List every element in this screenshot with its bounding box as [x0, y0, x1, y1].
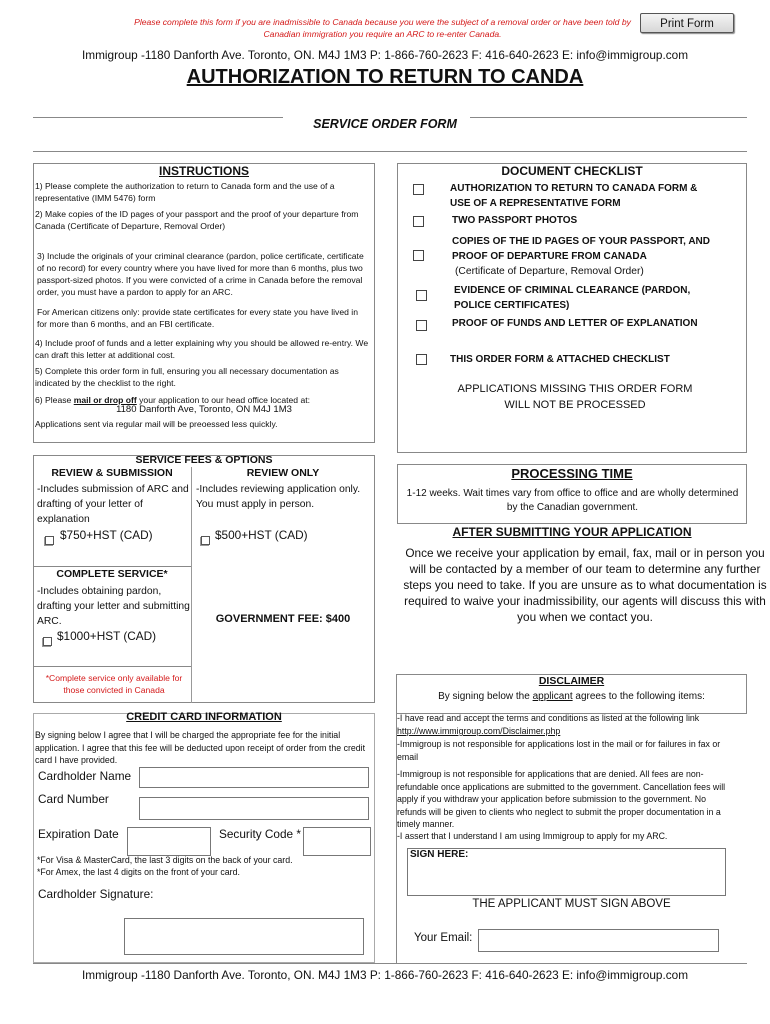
complete-service-price: $1000+HST (CAD) — [57, 629, 157, 643]
complete-service-footnote: *Complete service only available for those convicted in Canada — [45, 673, 183, 695]
review-only-desc: -Includes reviewing application only. You must apply in person. — [196, 484, 361, 510]
disclaimer-item-1: -I have read and accept the terms and conditions as listed at the following link — [397, 713, 700, 723]
disclaimer-intro — [396, 691, 747, 702]
fees-title: SERVICE FEES & OPTIONS — [135, 454, 273, 466]
card-number-label: Card Number — [38, 792, 109, 806]
page-subtitle: SERVICE ORDER FORM — [313, 117, 457, 131]
instruction-2: 2) Make copies of the ID pages of your passport and the proof of your departure from Canada (Certificate of Departure, Removal Order) — [35, 209, 359, 231]
checklist-title: DOCUMENT CHECKLIST — [501, 164, 643, 178]
checklist-item-3-note: (Certificate of Departure, Removal Order) — [455, 266, 644, 277]
disclaimer-link[interactable]: http://www.immigroup.com/Disclaimer.php — [397, 726, 561, 736]
checklist-item-1: AUTHORIZATION TO RETURN TO CANADA FORM & USE OF A REPRESENTATIVE FORM — [450, 183, 698, 209]
instruction-3: 3) Include the originals of your criminal clearance (pardon, police certificate, certificate of no record) for every country where you have lived for more than 6 months, plus two passport-sized photos. If you were convicted of a crime in Canada before the removal order, you must have a pardon to apply for an ARC. — [37, 251, 364, 297]
instruction-6-suffix: your application to our head office located at: — [136, 395, 310, 405]
checklist-checkbox-4[interactable] — [416, 290, 427, 301]
security-code-input[interactable] — [303, 827, 371, 856]
instruction-5: 5) Complete this order form in full, ensuring you all necessary documentation as indicated by the checklist to the right. — [35, 366, 339, 388]
divider — [470, 117, 747, 118]
print-form-button[interactable]: Print Form — [640, 13, 734, 33]
review-submission-desc: -Includes submission of ARC and drafting of your letter of explanation — [37, 484, 189, 525]
header-contact: Immigroup -1180 Danforth Ave. Toronto, ON. M4J 1M3 P: 1-866-760-2623 F: 416-640-2623 E: info@immigroup.com — [81, 48, 689, 62]
checklist-checkbox-6[interactable] — [416, 354, 427, 365]
disclaimer-title: DISCLAIMER — [538, 675, 605, 687]
instruction-4: 4) Include proof of funds and a letter explaining why you should be allowed re-entry. We can draft this letter at additional cost. — [35, 338, 369, 360]
disclaimer-intro-applicant: applicant — [532, 691, 573, 702]
review-only-price: $500+HST (CAD) — [215, 528, 308, 542]
review-submission-price: $750+HST (CAD) — [60, 528, 153, 542]
processing-text: 1-12 weeks. Wait times vary from office to office and are wholly determined by the Canadian government. — [406, 488, 739, 513]
email-label: Your Email: — [414, 932, 473, 944]
instruction-us-citizens: For American citizens only: provide state certificates for every state you have lived in for more than 6 months, and an FBI certificate. — [37, 307, 358, 329]
after-submitting-text: Once we receive your application by email, fax, mail or in person you will be contacted by a member of our team to determine any further steps you need to take. If you are unsure as to what documentation is required to waive your inadmissibility, our agents will discuss this with you when we contact you. — [403, 546, 767, 624]
disclaimer-intro-suffix: agrees to the following items: — [572, 691, 705, 702]
checklist-item-5: PROOF OF FUNDS AND LETTER OF EXPLANATION — [452, 318, 698, 329]
checklist-checkbox-5[interactable] — [416, 320, 427, 331]
credit-card-title: CREDIT CARD INFORMATION — [126, 711, 282, 723]
cardholder-signature-field[interactable] — [124, 918, 364, 955]
card-number-input[interactable] — [139, 797, 369, 820]
complete-service-title: COMPLETE SERVICE* — [56, 568, 168, 580]
must-sign-note: THE APPLICANT MUST SIGN ABOVE — [472, 898, 671, 910]
divider — [33, 566, 191, 567]
instruction-6-prefix: 6) Please — [35, 395, 74, 405]
checklist-item-3: COPIES OF THE ID PAGES OF YOUR PASSPORT, AND PROOF OF DEPARTURE FROM CANADA — [452, 236, 710, 262]
divider — [33, 117, 283, 118]
complete-service-desc: -Includes obtaining pardon, drafting your letter and submitting ARC. — [37, 586, 190, 627]
after-submitting-title: AFTER SUBMITTING YOUR APPLICATION — [452, 525, 692, 539]
review-only-title: REVIEW ONLY — [246, 467, 320, 479]
security-code-note-amex: *For Amex, the last 4 digits on the front of your card. — [37, 867, 240, 877]
divider — [33, 963, 747, 964]
cardholder-signature-label: Cardholder Signature: — [38, 887, 154, 901]
footer-contact: Immigroup -1180 Danforth Ave. Toronto, ON. M4J 1M3 P: 1-866-760-2623 F: 416-640-2623 E: info@immigroup.com — [81, 968, 689, 982]
checklist-checkbox-3[interactable] — [413, 250, 424, 261]
cardholder-name-input[interactable] — [139, 767, 369, 788]
checklist-checkbox-2[interactable] — [413, 216, 424, 227]
office-address: 1180 Danforth Ave, Toronto, ON M4J 1M3 — [116, 404, 292, 415]
page-title: AUTHORIZATION TO RETURN TO CANDA — [186, 66, 584, 88]
checklist-checkbox-1[interactable] — [413, 184, 424, 195]
instructions-title: INSTRUCTIONS — [159, 164, 249, 178]
instruction-6-emphasis: mail or drop off — [73, 395, 137, 405]
security-code-note-visa: *For Visa & MasterCard, the last 3 digits on the back of your card. — [37, 855, 293, 865]
expiration-date-label: Expiration Date — [38, 827, 119, 841]
disclaimer-item-3: -Immigroup is not responsible for applications that are denied. All fees are non-refundable once applications are submitted to the government. Cancellation fees will apply if you withdraw your application before submission to the government. No refunds will be given to clients who neglect to submit the proper documentation in a timely manner. — [397, 769, 726, 829]
divider — [33, 151, 747, 152]
disclaimer-intro-prefix: By signing below the — [438, 691, 533, 702]
sign-here-label: SIGN HERE: — [410, 849, 469, 860]
complete-service-checkbox[interactable] — [43, 637, 52, 646]
security-code-label: Security Code * — [219, 827, 301, 841]
expiration-date-input[interactable] — [127, 827, 211, 856]
disclaimer-item-2: -Immigroup is not responsible for applications lost in the mail or for failures in fax or email — [397, 739, 721, 762]
checklist-warning: APPLICATIONS MISSING THIS ORDER FORM WILL NOT BE PROCESSED — [457, 383, 693, 411]
checklist-item-2: TWO PASSPORT PHOTOS — [452, 215, 578, 226]
header-note: Please complete this form if you are inadmissible to Canada because you were the subject of a removal order or have been told by Canadian immigration you require an ARC to re-enter Canada. — [134, 17, 631, 39]
divider — [33, 666, 191, 667]
government-fee: GOVERNMENT FEE: $400 — [215, 613, 351, 625]
credit-card-consent: By signing below I agree that I will be charged the appropriate fee for the initial application. I agree that this fee will be deducted upon receipt of order from the credit card I have provided. — [35, 730, 366, 765]
instruction-1: 1) Please complete the authorization to return to Canada form and the use of a representative (IMM 5476) form — [35, 181, 335, 203]
review-only-checkbox[interactable] — [201, 536, 210, 545]
processing-title: PROCESSING TIME — [511, 466, 633, 481]
cardholder-name-label: Cardholder Name — [38, 769, 132, 783]
checklist-item-4: EVIDENCE OF CRIMINAL CLEARANCE (PARDON, POLICE CERTIFICATES) — [454, 285, 691, 311]
review-submission-checkbox[interactable] — [45, 536, 54, 545]
checklist-item-6: THIS ORDER FORM & ATTACHED CHECKLIST — [450, 354, 670, 365]
email-input[interactable] — [478, 929, 719, 952]
disclaimer-item-4: -I assert that I understand I am using Immigroup to apply for my ARC. — [397, 831, 668, 841]
instruction-footer: Applications sent via regular mail will be preoessed less quickly. — [35, 419, 278, 429]
review-submission-title: REVIEW & SUBMISSION — [51, 467, 173, 479]
